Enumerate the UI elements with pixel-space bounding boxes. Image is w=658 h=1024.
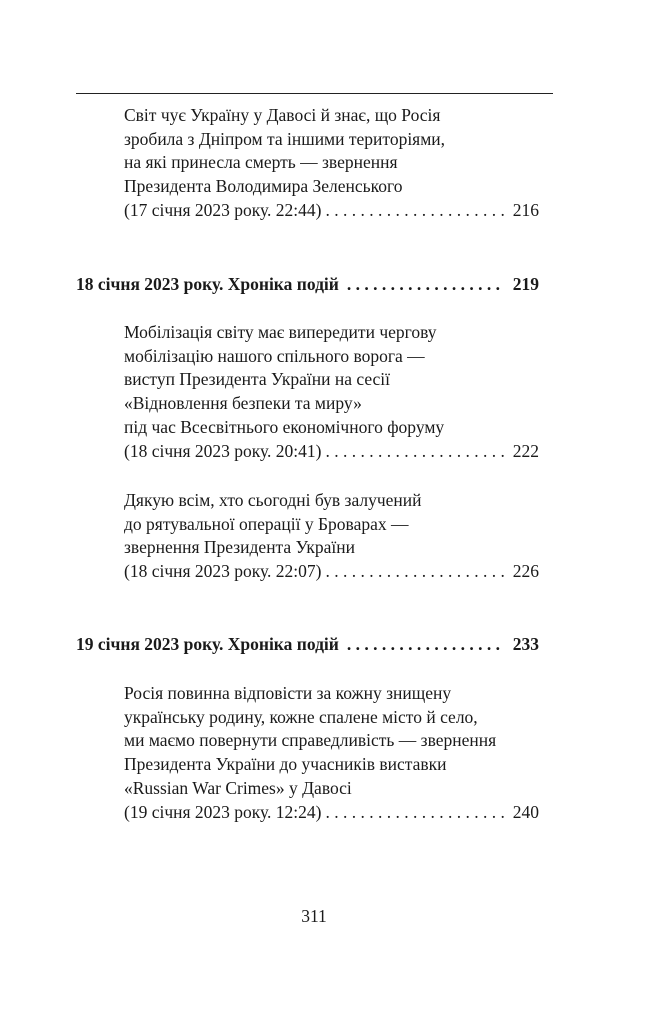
page-number: 233 [512,634,539,654]
entry-date: (18 січня 2023 року. 20:41) [124,440,322,461]
entry-title-line: до рятувальної операції у Броварах — [124,513,409,534]
toc-section-heading[interactable] [76,273,539,297]
page-number: 240 [512,801,539,822]
page-folio: 311 [301,906,327,926]
entry-title-line: на які принесла смерть — звернення [124,152,398,173]
entry-title-line: мобілізацію нашого спільного ворога — [124,345,425,366]
page-number: 219 [512,274,539,294]
dot-leader [326,440,507,464]
top-rule [76,93,553,94]
dot-leader [347,273,505,297]
entry-title-line: ми маємо повернути справедливість — звернення [124,730,497,751]
page-number: 222 [512,440,539,461]
toc-entry[interactable] [124,682,539,824]
entry-title-line: українську родину, кожне спалене місто й село, [124,706,478,727]
section-title: 18 січня 2023 року. Хроніка подій [76,274,339,294]
toc-entry[interactable] [124,489,539,584]
entry-title-line: під час Всесвітнього економічного форуму [124,416,445,437]
entry-title-line: звернення Президента України [124,537,356,558]
dot-leader [326,199,507,223]
toc-section-heading[interactable] [76,633,539,657]
page-number: 226 [512,561,539,582]
entry-title-line: Президента Володимира Зеленського [124,176,403,197]
entry-date: (18 січня 2023 року. 22:07) [124,561,322,582]
dot-leader [326,801,507,825]
entry-date: (17 січня 2023 року. 22:44) [124,199,322,220]
entry-title-line: виступ Президента України на сесії [124,369,391,390]
entry-title-line: Дякую всім, хто сьогодні був залучений [124,490,422,510]
toc-entry[interactable] [124,104,539,223]
entry-title-line: «Відновлення безпеки та миру» [124,393,362,414]
entry-title-line: Президента України до учасників виставки [124,754,447,775]
entry-title-line: зробила з Дніпром та іншими територіями, [124,128,446,149]
page-number: 216 [512,199,539,220]
entry-title-line: Світ чує Україну у Давосі й знає, що Росія [124,105,441,125]
dot-leader [326,560,507,584]
entry-title-line: Росія повинна відповісти за кожну знищену [124,683,452,703]
section-title: 19 січня 2023 року. Хроніка подій [76,634,339,654]
entry-date: (19 січня 2023 року. 12:24) [124,801,322,822]
entry-title-line: Мобілізація світу має випередити чергову [124,322,437,342]
toc-entry[interactable] [124,321,539,463]
dot-leader [347,633,505,657]
entry-title-line: «Russian War Crimes» у Давосі [124,777,352,798]
